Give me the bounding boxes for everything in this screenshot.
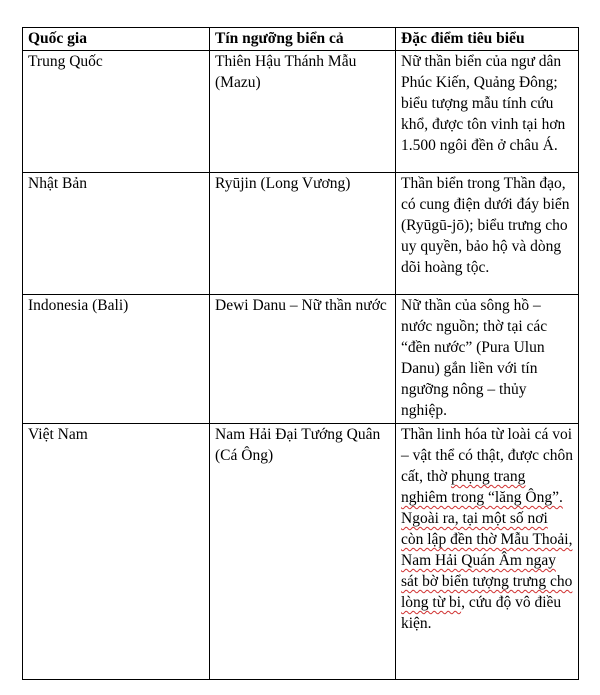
- cell-description: [396, 424, 579, 680]
- table-row: [23, 51, 579, 173]
- cell-description: Nữ thần của sông hồ – nước nguồn; thờ tại các “đền nước” (Pura Ulun Danu) gắn liền với tín ngưỡng nông – thủy nghiệp.: [396, 295, 579, 424]
- cell-description: Thần biển trong Thần đạo, có cung điện dưới đáy biển (Ryūgū-jō); biểu trưng cho uy quyền, bảo hộ và dòng dõi hoàng tộc.: [396, 173, 579, 295]
- description-text: , cứu độ vô điều kiện.: [401, 594, 562, 632]
- cell-description: Nữ thần biển của ngư dân Phúc Kiến, Quảng Đông; biểu tượng mẫu tính cứu khổ, được tôn vinh tại hơn 1.500 ngôi đền ở châu Á.: [396, 51, 579, 173]
- cell-belief: Thiên Hậu Thánh Mẫu (Mazu): [210, 51, 396, 173]
- cell-country: Trung Quốc: [23, 51, 210, 173]
- table-row: [23, 424, 579, 680]
- cell-country: Việt Nam: [23, 424, 210, 680]
- table-row: [23, 295, 579, 424]
- table-header-row: [23, 28, 579, 51]
- cell-country: Indonesia (Bali): [23, 295, 210, 424]
- header-description: Đặc điểm tiêu biểu: [396, 28, 579, 51]
- description-text: Thần linh hóa từ loài cá voi – vật thể có thật, được chôn cất, thờ: [401, 426, 573, 485]
- header-country: Quốc gia: [23, 28, 210, 51]
- cell-belief: Ryūjin (Long Vương): [210, 173, 396, 295]
- cell-belief: Nam Hải Đại Tướng Quân (Cá Ông): [210, 424, 396, 680]
- cell-country: Nhật Bản: [23, 173, 210, 295]
- table-row: [23, 173, 579, 295]
- header-belief: Tín ngưỡng biển cả: [210, 28, 396, 51]
- spellcheck-underlined-text: phụng trang nghiêm trong “lăng Ông”. Ngoài ra, tại một số nơi còn lập đền thờ Mẫu Thoải, Nam Hải Quán Âm ngay sát bờ biển tượng trưng cho lòng từ bi: [401, 468, 573, 611]
- cell-belief: Dewi Danu – Nữ thần nước: [210, 295, 396, 424]
- comparison-table: [22, 27, 579, 680]
